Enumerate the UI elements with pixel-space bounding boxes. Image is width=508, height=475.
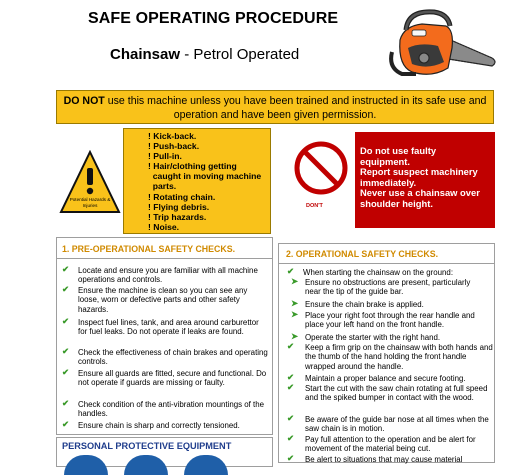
check-icon: ✔: [62, 419, 70, 429]
list-item: [287, 311, 493, 330]
list-item: [287, 343, 493, 371]
check-icon: ✔: [62, 346, 70, 356]
list-item: [287, 333, 493, 342]
arrow-icon: ➤: [291, 331, 299, 341]
hazard-item: caught in moving machine: [148, 171, 262, 182]
list-item-text: Be aware of the guide bar nose at all times when the saw chain is in motion.: [305, 415, 489, 434]
list-item: [62, 318, 262, 337]
list-item-text: Ensure the machine is clean so you can see any loose, worn or defective parts and other safety hazards.: [78, 286, 248, 314]
ppe-heading: PERSONAL PROTECTIVE EQUIPMENT: [62, 441, 232, 451]
hazard-item: ! Trip hazards.: [148, 211, 207, 222]
check-icon: ✔: [287, 341, 295, 351]
hazard-item: ! Noise.: [148, 221, 180, 232]
list-item-text: Maintain a proper balance and secure footing.: [305, 374, 466, 383]
check-icon: ✔: [62, 398, 70, 408]
prohibition-icon: [293, 140, 349, 196]
section-divider: [56, 258, 273, 259]
warning-text: use this machine unless you have been trained and instructed in its safe use and operation and have been given permission.: [104, 95, 487, 121]
list-item-text: Check condition of the anti-vibration mountings of the handles.: [78, 400, 264, 419]
list-item: [287, 374, 493, 383]
arrow-icon: ➤: [291, 309, 299, 319]
hazard-item: ! Hair/clothing getting: [148, 161, 237, 172]
list-item-text: Place your right foot through the rear handle and place your left hand on the front handle.: [305, 311, 475, 330]
check-icon: ✔: [62, 284, 70, 294]
hazard-item: ! Push-back.: [148, 141, 200, 152]
list-item-text: Ensure no obstructions are present, particularly near the tip of the guide bar.: [305, 278, 471, 297]
list-item: [287, 384, 493, 403]
check-icon: ✔: [62, 367, 70, 377]
list-item: [62, 421, 268, 430]
list-item: [62, 286, 262, 314]
dont-line: Do not use faulty: [360, 145, 437, 156]
hazard-list: [123, 128, 271, 234]
section-divider: [278, 263, 495, 264]
hazard-item: ! Flying debris.: [148, 201, 210, 212]
dont-line: immediately.: [360, 176, 417, 188]
chainsaw-illustration: [388, 8, 500, 90]
subtitle-type: - Petrol Operated: [180, 46, 300, 63]
hazard-item: parts.: [148, 181, 177, 192]
list-item-text: Keep a firm grip on the chainsaw with both hands and the thumb of the hand holding the front handle wrapped around the handle.: [305, 343, 493, 371]
list-item: [62, 348, 268, 367]
list-item: [287, 415, 493, 434]
list-item: [287, 300, 493, 309]
list-item: [62, 266, 268, 285]
check-icon: ✔: [287, 382, 295, 392]
list-item: [287, 435, 493, 454]
list-item-text: Start the cut with the saw chain rotating at full speed and the spiked bumper in contact with the wood.: [305, 384, 488, 403]
list-item: [287, 268, 493, 277]
training-warning-banner: [56, 90, 494, 124]
list-item: [287, 278, 477, 297]
check-icon: ✔: [287, 266, 295, 276]
list-item-text: When starting the chainsaw on the ground:: [303, 268, 454, 277]
list-item: [62, 369, 268, 388]
check-icon: ✔: [62, 264, 70, 274]
list-item-text: Ensure chain is sharp and correctly tensioned.: [78, 421, 240, 430]
list-item-text: Inspect fuel lines, tank, and area around carburettor for fuel leaks. Do not operate if leaks are found.: [78, 318, 259, 337]
dont-line: equipment.: [360, 155, 411, 167]
hazard-item: ! Kick-back.: [148, 131, 197, 141]
arrow-icon: ➤: [291, 276, 299, 286]
dont-line: shoulder height.: [360, 197, 433, 209]
warning-emphasis: DO NOT: [63, 95, 105, 107]
subtitle-machine: Chainsaw: [110, 46, 181, 63]
dont-line: Report suspect machinery: [360, 166, 478, 178]
list-item-text: Ensure the chain brake is applied.: [305, 300, 424, 309]
list-item-text: Locate and ensure you are familiar with all machine operations and controls.: [78, 266, 258, 285]
check-icon: ✔: [287, 433, 295, 443]
list-item-text: Ensure all guards are fitted, secure and functional. Do not operate if guards are missing or faulty.: [78, 369, 267, 388]
check-icon: ✔: [287, 413, 295, 423]
list-item-text: Be alert to situations that may cause material: [305, 455, 463, 464]
pre-operational-heading: 1. PRE-OPERATIONAL SAFETY CHECKS.: [62, 244, 236, 254]
list-item-text: Operate the starter with the right hand.: [305, 333, 441, 342]
check-icon: ✔: [62, 316, 70, 326]
dont-line: Never use a chainsaw over: [360, 187, 480, 199]
page-title: SAFE OPERATING PROCEDURE: [88, 10, 339, 27]
operational-heading: 2. OPERATIONAL SAFETY CHECKS.: [286, 249, 439, 259]
hazard-item: ! Rotating chain.: [148, 191, 216, 202]
list-item-text: Check the effectiveness of chain brakes and operating controls.: [78, 348, 268, 367]
hazard-item: ! Pull-in.: [148, 151, 182, 162]
check-icon: ✔: [287, 372, 295, 382]
list-item-text: Pay full attention to the operation and be alert for movement of the material being cut.: [305, 435, 476, 454]
page-subtitle: [110, 46, 299, 63]
dont-label: DON'T: [306, 203, 323, 209]
check-icon: ✔: [287, 453, 295, 463]
hazard-caption: Potential Hazards & Injuries: [69, 197, 111, 208]
list-item: [62, 400, 274, 419]
dont-instructions: [355, 132, 495, 228]
arrow-icon: ➤: [291, 298, 299, 308]
